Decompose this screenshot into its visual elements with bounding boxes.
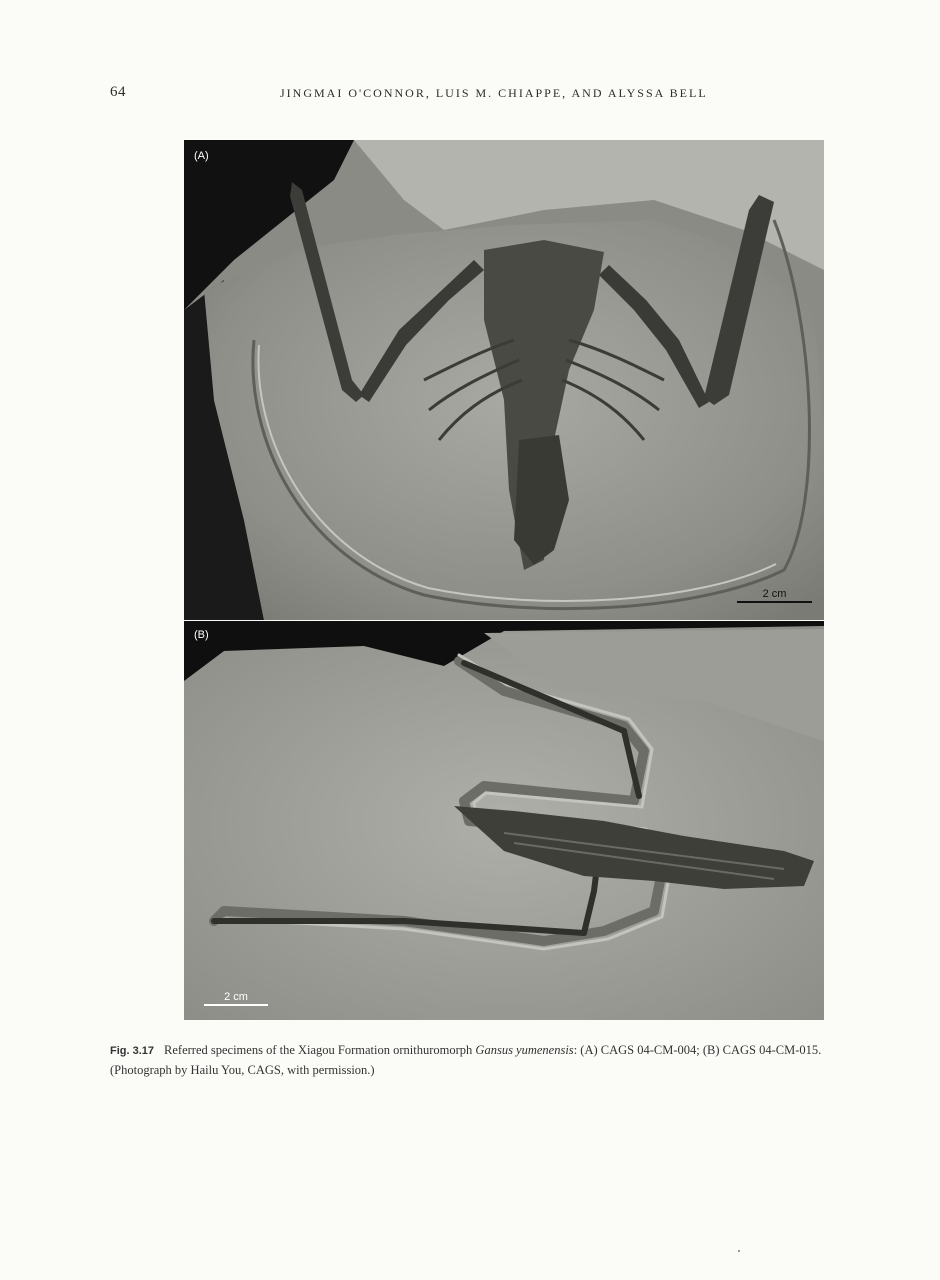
panel-label-b: (B) [194,629,209,641]
scale-bar-line-a [737,601,812,603]
scale-bar-b [204,991,268,1006]
running-head: JINGMAI O'CONNOR, LUIS M. CHIAPPE, AND ALYSSA BELL [280,86,708,100]
figure-label: Fig. 3.17 [110,1045,155,1057]
scale-bar-a [737,588,812,603]
page-speck [738,1250,740,1252]
scale-bar-label-a: 2 cm [762,588,787,600]
figure-panel-a [184,140,824,620]
figure-caption [110,1041,830,1080]
caption-text-tail: : (A) CAGS 04-CM-004; (B) CAGS 04-CM-015. (Photograph by Hailu You, CAGS, with permission.) [110,1043,822,1077]
caption-text-lead: Referred specimens of the Xiagou Formation ornithuromorph [164,1043,476,1057]
scale-bar-label-b: 2 cm [224,991,248,1003]
figure-panel-b [184,621,824,1020]
fossil-photo-b [184,621,824,1020]
panel-label-a: (A) [194,150,209,162]
fossil-photo-a [184,140,824,620]
page-number: 64 [110,84,126,100]
scale-bar-line-b [204,1004,268,1006]
caption-species-name: Gansus yumenensis [475,1043,574,1057]
